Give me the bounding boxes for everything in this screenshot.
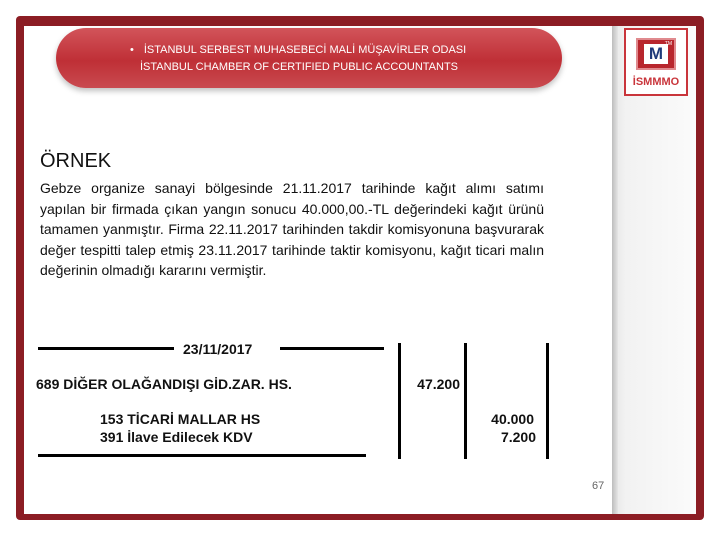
logo-name: İSMMMO <box>632 76 680 88</box>
ledger-vertical-line-3 <box>546 343 549 459</box>
ledger-vertical-line-1 <box>398 343 401 459</box>
example-paragraph: Gebze organize sanayi bölgesinde 21.11.2017 tarihinde kağıt alımı satımı yapılan bir firmada çıkan yangın sonucu 40.000,00.-TL değerindeki kağıt ürünü tamamen yanmıştır. Firma 22.11.2017 tarihinden takdir komisyonuna başvurarak değer tespitti talep etmiş 23.11.2017 tarihinde taktir komisyonu, kağıt ticari malın değerinin olmadığı kararını vermiştir. <box>40 180 544 278</box>
journal-top-rule-left <box>38 347 174 350</box>
logo-trademark: TM <box>664 41 672 47</box>
header-bullet: • <box>130 44 134 56</box>
header-org-turkish <box>130 44 466 56</box>
header-org-tr-text: İSTANBUL SERBEST MUHASEBECİ MALİ MÜŞAVİRLER ODASI <box>143 44 467 56</box>
header-org-english: İSTANBUL CHAMBER OF CERTIFIED PUBLIC ACCOUNTANTS <box>140 61 459 73</box>
credit-amount-2: 7.200 <box>500 429 536 445</box>
journal-top-rule-right <box>280 347 384 350</box>
debit-account: 689 DİĞER OLAĞANDIŞI GİD.ZAR. HS. <box>36 376 292 392</box>
credit-amount-1: 40.000 <box>491 411 534 427</box>
example-heading: ÖRNEK <box>40 150 112 172</box>
ismmmo-logo <box>624 28 688 96</box>
journal-bottom-rule <box>38 454 366 457</box>
journal-date: 23/11/2017 <box>183 341 253 357</box>
header-banner <box>56 28 562 88</box>
debit-amount: 47.200 <box>417 376 460 392</box>
page-number: 67 <box>592 480 605 492</box>
page-fold <box>612 26 618 514</box>
logo-mark <box>636 38 676 70</box>
credit-account-2: 391 İlave Edilecek KDV <box>100 429 253 445</box>
ledger-vertical-line-2 <box>464 343 467 459</box>
credit-account-1: 153 TİCARİ MALLAR HS <box>100 411 261 427</box>
logo-letter: M <box>644 44 668 64</box>
